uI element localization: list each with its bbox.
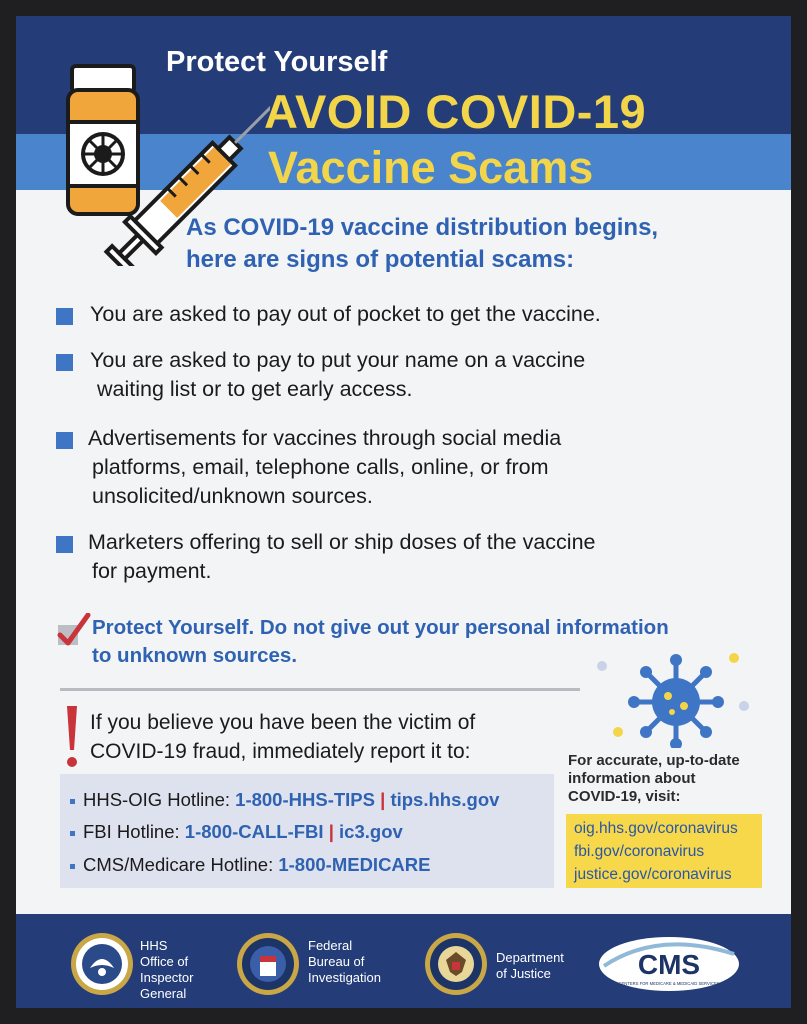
scam-sign-line: platforms, email, telephone calls, online, or from: [92, 455, 549, 479]
virus-icon: [588, 648, 758, 748]
agency-line: Investigation: [308, 970, 381, 985]
hotline-box: [60, 774, 554, 888]
hhs-oig-seal-icon: [70, 932, 134, 996]
agency-line: HHS: [140, 938, 168, 953]
footer: [16, 914, 791, 1008]
hotline-label: CMS/Medicare Hotline:: [83, 854, 279, 875]
scam-sign-text: [90, 346, 730, 404]
report-line-1: If you believe you have been the victim of: [90, 711, 476, 734]
bullet-dot-icon: [70, 831, 75, 836]
info-line-1: For accurate, up-to-date: [568, 752, 740, 769]
link-justice[interactable]: justice.gov/coronavirus: [574, 866, 732, 883]
intro-line-2: here are signs of potential scams:: [186, 246, 575, 273]
scam-poster: [16, 16, 791, 1008]
hotline-number[interactable]: 1-800-HHS-TIPS: [235, 789, 375, 810]
hotline-row: [70, 821, 403, 843]
link-oig[interactable]: oig.hhs.gov/coronavirus: [574, 820, 738, 837]
agency-line: General: [140, 986, 187, 1001]
link-fbi[interactable]: fbi.gov/coronavirus: [574, 843, 705, 860]
hotline-label: FBI Hotline:: [83, 821, 185, 842]
scam-sign-line: You are asked to pay out of pocket to get the vaccine.: [90, 302, 601, 326]
title-avoid-covid: AVOID COVID-19: [264, 85, 647, 138]
hotline-label: HHS-OIG Hotline:: [83, 789, 236, 810]
info-line-2: information about: [568, 770, 696, 787]
bullet-square-icon: [56, 432, 73, 449]
scam-sign-line: unsolicited/unknown sources.: [92, 484, 373, 508]
hotline-row: [70, 854, 431, 876]
hotline-url[interactable]: tips.hhs.gov: [390, 789, 500, 810]
fbi-name: [308, 938, 381, 986]
bullet-dot-icon: [70, 799, 75, 804]
hotline-number[interactable]: 1-800-MEDICARE: [278, 854, 431, 875]
fbi-seal-icon: [236, 932, 300, 996]
hotline-url[interactable]: ic3.gov: [339, 821, 403, 842]
hhs-oig-name: [140, 938, 193, 1002]
separator: |: [374, 789, 391, 810]
scam-sign-line: for payment.: [92, 559, 212, 583]
hotline-row: [70, 789, 499, 811]
scam-sign-text: [88, 424, 728, 511]
intro-text: [186, 212, 756, 276]
bullet-square-icon: [56, 308, 73, 325]
doj-seal-icon: [424, 932, 488, 996]
bullet-square-icon: [56, 354, 73, 371]
scam-sign-line: Advertisements for vaccines through social media: [88, 426, 562, 450]
doj-name: [496, 950, 564, 982]
cms-logo-text: CMS: [637, 949, 701, 980]
scam-sign-line: waiting list or to get early access.: [97, 377, 413, 401]
info-line-3: COVID-19, visit:: [568, 788, 681, 805]
agency-line: Office of: [140, 954, 189, 969]
separator: |: [323, 821, 340, 842]
cms-logo: [598, 936, 740, 992]
agency-line: Bureau of: [308, 954, 365, 969]
intro-line-1: As COVID-19 vaccine distribution begins,: [186, 214, 659, 241]
exclamation-icon: [66, 706, 78, 770]
agency-line: Inspector: [140, 970, 194, 985]
scam-sign-line: You are asked to pay to put your name on a vaccine: [90, 348, 586, 372]
scam-sign-line: Marketers offering to sell or ship doses of the vaccine: [88, 530, 596, 554]
bullet-square-icon: [56, 536, 73, 553]
bullet-dot-icon: [70, 864, 75, 869]
protect-yourself-heading: Protect Yourself: [166, 46, 388, 78]
title-vaccine-scams: Vaccine Scams: [268, 142, 594, 193]
report-fraud-text: [90, 708, 560, 766]
divider: [60, 688, 580, 691]
scam-sign-text: [88, 528, 728, 586]
checkmark-icon: [56, 613, 92, 649]
report-line-2: COVID-19 fraud, immediately report it to:: [90, 740, 471, 763]
advice-line-1: Protect Yourself. Do not give out your personal information: [92, 616, 669, 639]
info-links-box: [566, 814, 762, 888]
info-text: [568, 752, 778, 806]
hotline-number[interactable]: 1-800-CALL-FBI: [184, 821, 324, 842]
cms-logo-tagline: CENTERS FOR MEDICARE & MEDICAID SERVICES: [618, 981, 720, 986]
vaccine-vial-icon: [68, 66, 138, 214]
advice-line-2: to unknown sources.: [92, 644, 298, 667]
agency-line: Department: [496, 950, 564, 965]
scam-sign-text: [90, 300, 730, 329]
agency-line: of Justice: [496, 966, 551, 981]
agency-line: Federal: [308, 938, 353, 953]
